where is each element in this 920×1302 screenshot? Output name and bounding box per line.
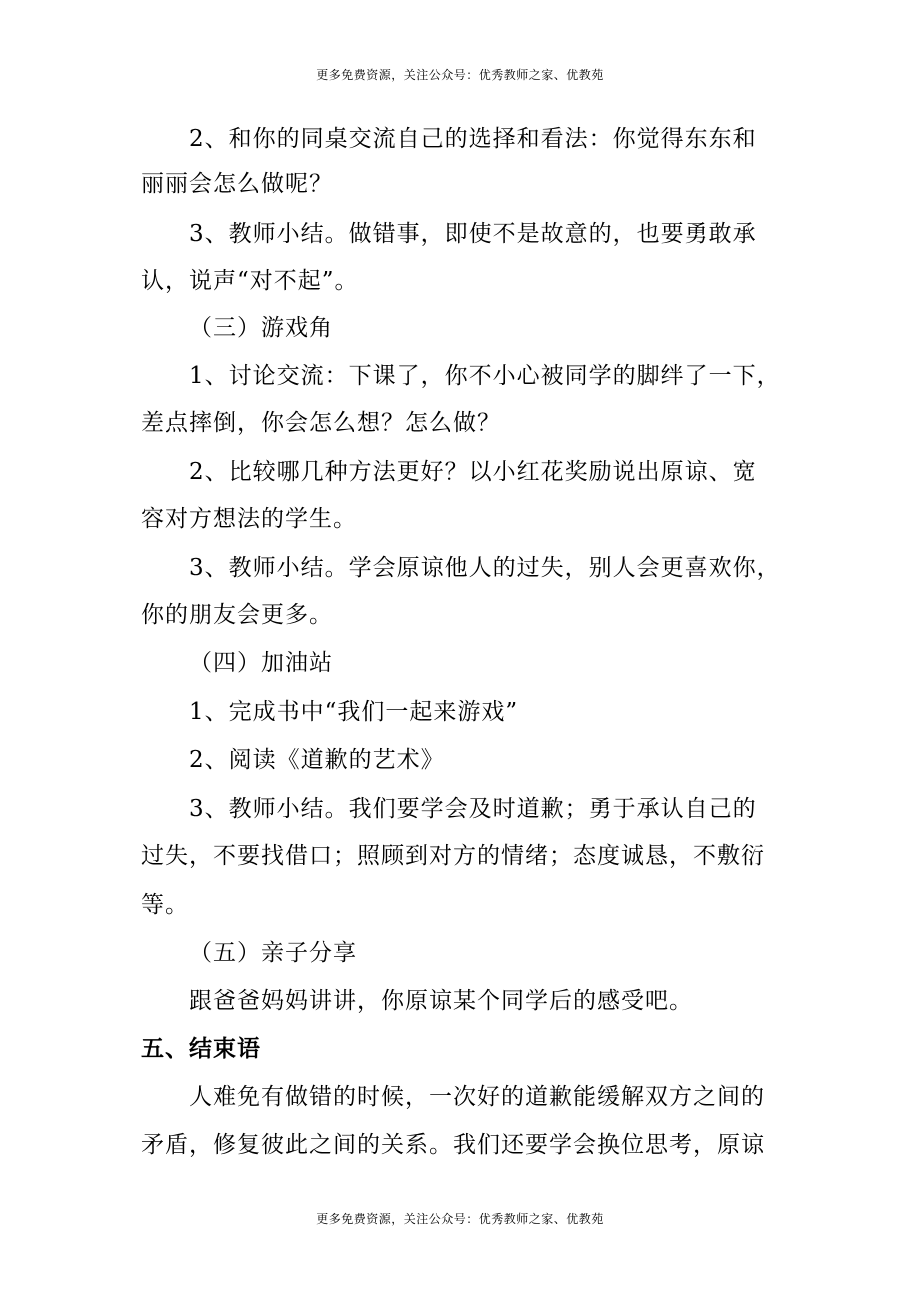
paragraph-line: 1、讨论交流：下课了，你不小心被同学的脚绊了一下， <box>189 363 781 389</box>
section-heading-3: （三）游戏角 <box>189 315 333 341</box>
paragraph-line: 矛盾，修复彼此之间的关系。我们还要学会换位思考，原谅 <box>141 1132 765 1158</box>
section-heading-5: （五）亲子分享 <box>189 940 357 966</box>
page-header: 更多免费资源，关注公众号：优秀教师之家、优教苑 <box>316 68 604 82</box>
paragraph-line: 2、比较哪几种方法更好？以小红花奖励说出原谅、宽 <box>189 459 757 485</box>
paragraph-line: 2、阅读《道歉的艺术》 <box>189 747 445 773</box>
paragraph-line: 等。 <box>141 892 189 918</box>
paragraph-line: 容对方想法的学生。 <box>141 506 357 532</box>
paragraph-line: 3、教师小结。我们要学会及时道歉；勇于承认自己的 <box>189 796 757 822</box>
paragraph-line: 3、教师小结。做错事，即使不是故意的，也要勇敢承 <box>189 221 757 247</box>
paragraph-line: 1、完成书中“我们一起来游戏” <box>189 699 519 725</box>
paragraph-line: 人难免有做错的时候，一次好的道歉能缓解双方之间的 <box>189 1084 765 1110</box>
page-footer: 更多免费资源，关注公众号：优秀教师之家、优教苑 <box>316 1212 604 1226</box>
paragraph-line: 2、和你的同桌交流自己的选择和看法：你觉得东东和 <box>189 126 757 152</box>
section-heading-conclusion: 五、结束语 <box>141 1035 261 1062</box>
paragraph-line: 差点摔倒，你会怎么想？怎么做？ <box>141 410 501 436</box>
paragraph-line: 认，说声“对不起”。 <box>141 268 359 294</box>
paragraph-line: 跟爸爸妈妈讲讲，你原谅某个同学后的感受吧。 <box>189 988 693 1014</box>
paragraph-line: 3、教师小结。学会原谅他人的过失，别人会更喜欢你， <box>189 555 781 581</box>
paragraph-line: 过失，不要找借口；照顾到对方的情绪；态度诚恳，不敷衍 <box>141 843 765 869</box>
paragraph-line: 丽丽会怎么做呢？ <box>141 171 333 197</box>
section-heading-4: （四）加油站 <box>189 650 333 676</box>
paragraph-line: 你的朋友会更多。 <box>141 602 333 628</box>
